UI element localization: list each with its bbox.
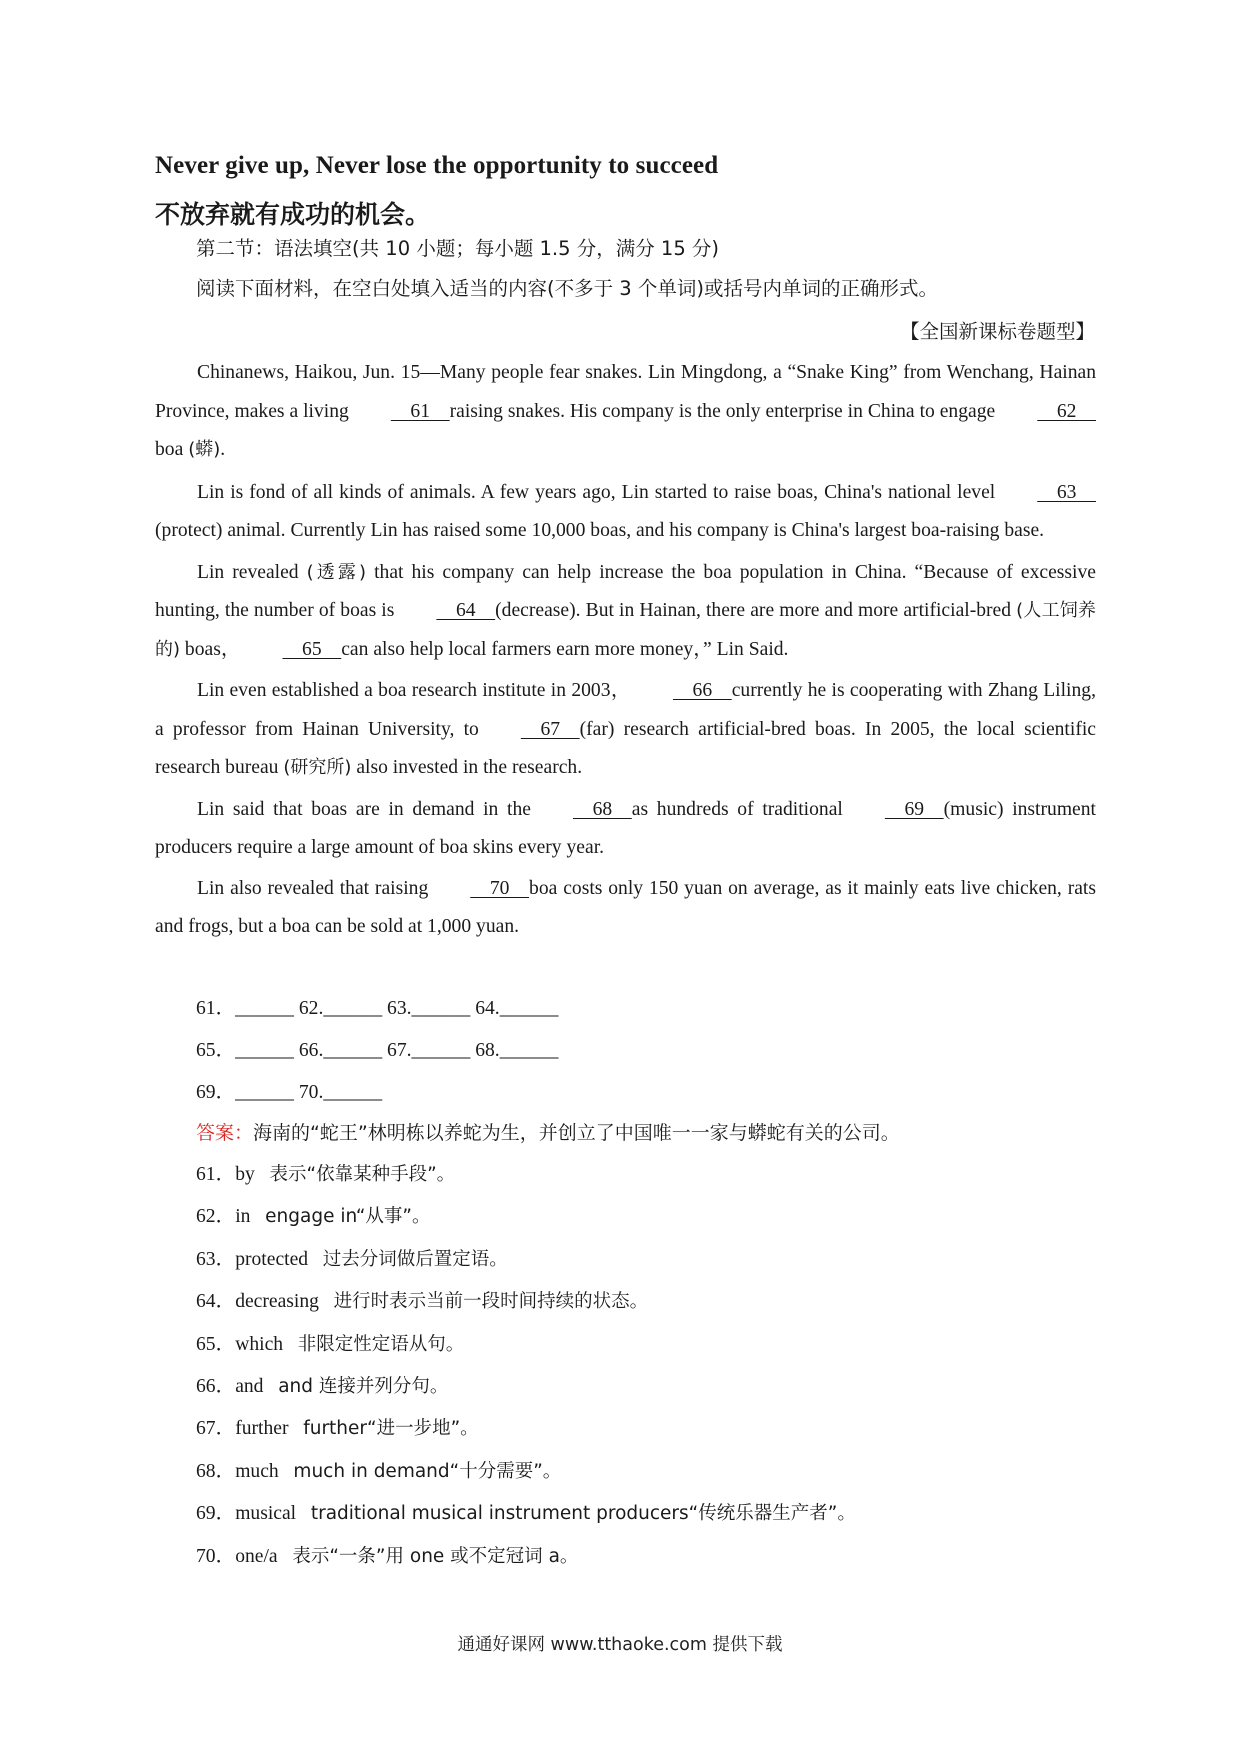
text-span: . bbox=[220, 439, 226, 460]
text-span: Lin even established a boa research institute in 2003， bbox=[197, 680, 631, 701]
answer-word: in bbox=[235, 1206, 251, 1228]
reading-passage bbox=[155, 354, 1096, 949]
blank-70: 70 bbox=[470, 877, 530, 899]
answer-number: 69． bbox=[196, 1503, 236, 1525]
answer-explanation: 进行时表示当前一段时间持续的状态。 bbox=[333, 1291, 649, 1313]
answer-explanation: further“进一步地”。 bbox=[303, 1418, 479, 1440]
text-span: Lin is fond of all kinds of animals. A few years ago, Lin started to raise boas, China's national level bbox=[197, 481, 996, 503]
text-span: raising snakes. His company is the only enterprise in China to engage bbox=[449, 400, 996, 422]
passage-paragraph-2 bbox=[155, 474, 1096, 551]
answer-summary-text: 海南的“蛇王”林明栋以养蛇为生，并创立了中国唯一一家与蟒蛇有关的公司。 bbox=[253, 1122, 900, 1144]
blank-67: 67 bbox=[520, 718, 580, 740]
text-span: Lin also revealed that raising bbox=[197, 877, 429, 899]
answer-item-67 bbox=[196, 1408, 900, 1450]
blank-68: 68 bbox=[572, 798, 632, 820]
text-span: boas， bbox=[180, 638, 241, 660]
passage-paragraph-1 bbox=[155, 354, 1096, 470]
answer-item-64 bbox=[196, 1281, 900, 1323]
answer-key bbox=[196, 1112, 900, 1578]
text-span: (music) instrument producers require a large amount of boa skins every year. bbox=[155, 798, 1096, 858]
answer-explanation: 非限定性定语从句。 bbox=[297, 1333, 465, 1355]
answer-line-3: 69．______ 70.______ bbox=[196, 1082, 383, 1103]
answer-item-62 bbox=[196, 1196, 900, 1238]
answer-item-69 bbox=[196, 1493, 900, 1535]
answer-word: which bbox=[235, 1333, 284, 1355]
answer-explanation: and 连接并列分句。 bbox=[278, 1375, 449, 1397]
answer-item-66 bbox=[196, 1366, 900, 1408]
chinese-gloss: (蟒) bbox=[188, 439, 221, 460]
answer-line-2: 65．______ 66.______ 67.______ 68.______ bbox=[196, 1040, 559, 1061]
answer-explanation: engage in“从事”。 bbox=[265, 1206, 431, 1228]
blank-66: 66 bbox=[672, 680, 732, 701]
answer-number: 66． bbox=[196, 1375, 236, 1397]
text-span: currently he is cooperating with Zhang Liling, a professor from Hainan University, to bbox=[155, 680, 1096, 740]
answer-number: 70． bbox=[196, 1545, 236, 1567]
blank-63: 63 bbox=[1037, 481, 1096, 503]
text-span: also invested in the research. bbox=[351, 757, 583, 778]
section-title: 第二节：语法填空(共 10 小题；每小题 1.5 分，满分 15 分) bbox=[196, 237, 720, 260]
text-span: (far) research artificial-bred boas. In 2005, the local scientific research bureau bbox=[155, 718, 1096, 778]
header-title-english: Never give up, Never lose the opportunity to succeed bbox=[155, 152, 719, 179]
text-span: boa bbox=[155, 439, 189, 460]
answer-number: 61． bbox=[196, 1164, 236, 1185]
answer-number: 67． bbox=[196, 1418, 236, 1440]
answer-word: musical bbox=[235, 1503, 297, 1525]
blank-64: 64 bbox=[436, 600, 496, 621]
chinese-gloss: (透露) bbox=[306, 561, 367, 583]
answer-item-70 bbox=[196, 1536, 900, 1578]
answer-explanation: much in demand“十分需要”。 bbox=[293, 1460, 562, 1482]
passage-paragraph-4 bbox=[155, 672, 1096, 788]
answer-number: 65． bbox=[196, 1333, 236, 1355]
text-span: boa costs only 150 yuan on average, as it mainly eats live chicken, rats and frogs, but a boa can be sold at 1,000 yuan. bbox=[155, 877, 1096, 937]
answer-word: protected bbox=[235, 1248, 309, 1270]
instruction-text: 阅读下面材料，在空白处填入适当的内容(不多于 3 个单词)或括号内单词的正确形式。 bbox=[196, 277, 939, 300]
answer-number: 62． bbox=[196, 1206, 236, 1228]
answer-number: 64． bbox=[196, 1291, 236, 1313]
passage-paragraph-3 bbox=[155, 554, 1096, 670]
answer-number: 68． bbox=[196, 1460, 236, 1482]
text-span: Lin revealed bbox=[197, 561, 307, 583]
answer-explanation: 表示“依靠某种手段”。 bbox=[269, 1164, 456, 1185]
answer-item-61 bbox=[196, 1154, 900, 1196]
passage-paragraph-5 bbox=[155, 791, 1096, 868]
text-span: (protect) animal. Currently Lin has raised some 10,000 boas, and his company is China's largest boa-raising base. bbox=[155, 520, 1045, 541]
answer-explanation: traditional musical instrument producers“传统乐器生产者”。 bbox=[310, 1503, 856, 1525]
answer-item-68 bbox=[196, 1451, 900, 1493]
answer-word: decreasing bbox=[235, 1291, 319, 1313]
text-span: (decrease). But in Hainan, there are more and more artificial-bred bbox=[495, 600, 1017, 621]
text-span: Lin said that boas are in demand in the bbox=[197, 798, 531, 820]
answer-word: by bbox=[235, 1164, 255, 1185]
header-title-chinese: 不放弃就有成功的机会。 bbox=[155, 200, 431, 229]
text-span: can also help local farmers earn more money，” Lin Said. bbox=[341, 638, 789, 660]
answer-item-65 bbox=[196, 1324, 900, 1366]
answer-number: 63． bbox=[196, 1248, 236, 1270]
answer-line-1: 61．______ 62.______ 63.______ 64.______ bbox=[196, 998, 559, 1019]
blank-61: 61 bbox=[390, 400, 450, 422]
question-type-tag: 【全国新课标卷题型】 bbox=[899, 320, 1095, 343]
answer-explanation: 过去分词做后置定语。 bbox=[322, 1248, 508, 1270]
answer-label: 答案： bbox=[196, 1122, 254, 1144]
answer-explanation: 表示“一条”用 one 或不定冠词 a。 bbox=[292, 1545, 579, 1567]
answer-word: much bbox=[235, 1460, 279, 1482]
chinese-gloss: (研究所) bbox=[283, 757, 352, 778]
chinese-gloss: (人工饲养的) bbox=[155, 600, 1096, 660]
answer-word: and bbox=[235, 1375, 264, 1397]
blank-69: 69 bbox=[884, 798, 944, 820]
text-span: Chinanews, Haikou, Jun. 15—Many people fear snakes. Lin Mingdong, a “Snake King” from Wenchang, Hainan Province, makes a living bbox=[155, 362, 1096, 422]
passage-paragraph-6 bbox=[155, 870, 1096, 947]
blank-62: 62 bbox=[1037, 400, 1096, 422]
text-span: that his company can help increase the boa population in China. “Because of excessive hunting, the number of boas is bbox=[155, 561, 1096, 621]
answer-word: further bbox=[235, 1418, 289, 1440]
text-span: as hundreds of traditional bbox=[631, 798, 843, 820]
answer-blank-lines bbox=[196, 988, 558, 1114]
answer-summary bbox=[196, 1112, 900, 1154]
footer-source: 通通好课网 www.tthaoke.com 提供下载 bbox=[457, 1635, 783, 1655]
blank-65: 65 bbox=[282, 638, 342, 660]
answer-word: one/a bbox=[235, 1545, 278, 1567]
answer-item-63 bbox=[196, 1239, 900, 1281]
